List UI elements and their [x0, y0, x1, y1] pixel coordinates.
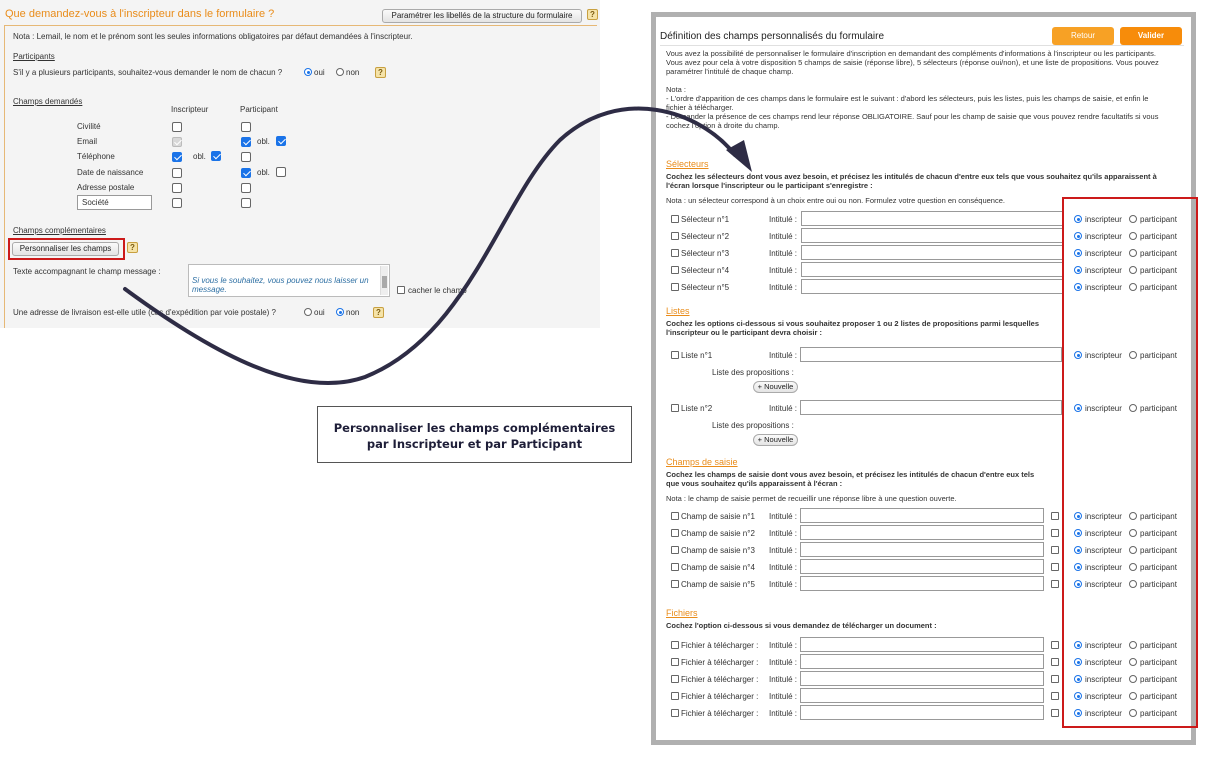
help-icon[interactable]: ? [127, 242, 138, 253]
email-participant-checkbox[interactable] [241, 137, 251, 147]
cacher-champ-label: cacher le champ [408, 286, 467, 295]
listes-heading: Listes [666, 306, 690, 316]
telephone-participant-checkbox[interactable] [241, 152, 251, 162]
selecteurs-desc: Cochez les sélecteurs dont vous avez besoin, et précisez les intitulés de chacun d'entre eux tels que vous souhaitez qu'ils apparaissent à [666, 172, 1157, 181]
fichier-3-facultatif-checkbox[interactable] [1051, 675, 1059, 683]
champ-saisie-3-intitule-input[interactable] [800, 542, 1044, 557]
champs-heading: Champs demandés [13, 97, 83, 106]
right-title: Définition des champs personnalisés du formulaire [660, 31, 885, 42]
champ-saisie-2-inscripteur-label: inscripteur [1085, 529, 1122, 538]
champ-saisie-1-checkbox[interactable] [671, 512, 679, 520]
champ-saisie-5-label: Champ de saisie n°5 [681, 580, 755, 589]
message-textarea[interactable] [188, 264, 390, 297]
champ-saisie-3-participant-label: participant [1140, 546, 1177, 555]
nota-line: - Demander la présence de ces champs rend leur réponse OBLIGATOIRE. Sauf pour les champ de saisie que vous pouvez rendre facultatifs si vous [666, 112, 1159, 121]
liste-1-participant-label: participant [1140, 351, 1177, 360]
fichier-5-participant-label: participant [1140, 709, 1177, 718]
liste-propositions-label: Liste des propositions : [712, 421, 794, 430]
champ-saisie-1-intitule-label: Intitulé : [769, 512, 798, 521]
selecteur-2-intitule-label: Intitulé : [769, 232, 798, 241]
champ-saisie-2-label: Champ de saisie n°2 [681, 529, 755, 538]
fichier-3-intitule-input[interactable] [800, 671, 1044, 686]
liste-2-checkbox[interactable] [671, 404, 679, 412]
selecteur-3-intitule-input[interactable] [801, 245, 1063, 260]
fichier-1-inscripteur-label: inscripteur [1085, 641, 1122, 650]
champ-saisie-3-inscripteur-label: inscripteur [1085, 546, 1122, 555]
champ-saisie-3-checkbox[interactable] [671, 546, 679, 554]
fichier-1-intitule-input[interactable] [800, 637, 1044, 652]
fichier-4-facultatif-checkbox[interactable] [1051, 692, 1059, 700]
obl-label: obl. [193, 152, 206, 161]
champ-saisie-4-label: Champ de saisie n°4 [681, 563, 755, 572]
liste-propositions-label: Liste des propositions : [712, 368, 794, 377]
field-label: Téléphone [77, 152, 115, 161]
fichier-2-facultatif-checkbox[interactable] [1051, 658, 1059, 666]
champ-saisie-1-label: Champ de saisie n°1 [681, 512, 755, 521]
selecteur-1-intitule-input[interactable] [801, 211, 1063, 226]
title-divider [660, 45, 1184, 46]
fichiers-heading: Fichiers [666, 608, 698, 618]
telephone-inscripteur-checkbox[interactable] [172, 152, 182, 162]
liste-1-label: Liste n°1 [681, 351, 713, 360]
saisie-heading: Champs de saisie [666, 457, 738, 467]
champ-saisie-4-intitule-label: Intitulé : [769, 563, 798, 572]
fichier-5-facultatif-checkbox[interactable] [1051, 709, 1059, 717]
email-inscripteur-checkbox [172, 137, 182, 147]
col-participant: Participant [240, 105, 278, 114]
email-obl-checkbox[interactable] [276, 136, 286, 146]
right-inner [656, 17, 1191, 740]
intro-line: Vous avez pour cela à votre disposition 5 champs de saisie (réponse libre), 5 sélecteurs (réponse oui/non), et une liste de propositions. Vous pouvez [666, 58, 1159, 67]
fichier-4-participant-label: participant [1140, 692, 1177, 701]
left-border [4, 25, 5, 328]
selecteur-3-participant-label: participant [1140, 249, 1177, 258]
selecteur-4-intitule-input[interactable] [801, 262, 1063, 277]
fichier-2-participant-label: participant [1140, 658, 1177, 667]
fichier-1-checkbox[interactable] [671, 641, 679, 649]
nota-text: Nota : Lemail, le nom et le prénom sont les seules informations obligatoires par défaut demandées à l'inscripteur. [13, 32, 413, 41]
field-label: Email [77, 137, 98, 146]
champ-saisie-1-participant-label: participant [1140, 512, 1177, 521]
col-inscripteur: Inscripteur [171, 105, 209, 114]
selecteur-3-intitule-label: Intitulé : [769, 249, 798, 258]
fichier-2-label: Fichier à télécharger : [681, 658, 759, 667]
help-icon[interactable]: ? [375, 67, 386, 78]
selecteur-5-label: Sélecteur n°5 [681, 283, 730, 292]
champ-saisie-3-facultatif-checkbox[interactable] [1051, 546, 1059, 554]
fichier-3-label: Fichier à télécharger : [681, 675, 759, 684]
naissance-inscripteur-checkbox[interactable] [172, 168, 182, 178]
selecteur-3-checkbox[interactable] [671, 249, 679, 257]
champ-saisie-1-intitule-input[interactable] [800, 508, 1044, 523]
champ-saisie-4-intitule-input[interactable] [800, 559, 1044, 574]
obl-label: obl. [257, 137, 270, 146]
fichier-5-intitule-label: Intitulé : [769, 709, 798, 718]
champ-saisie-1-facultatif-checkbox[interactable] [1051, 512, 1059, 520]
selecteur-5-participant-label: participant [1140, 283, 1177, 292]
champ-saisie-4-facultatif-checkbox[interactable] [1051, 563, 1059, 571]
champ-saisie-3-label: Champ de saisie n°3 [681, 546, 755, 555]
selecteur-4-intitule-label: Intitulé : [769, 266, 798, 275]
selecteur-4-label: Sélecteur n°4 [681, 266, 730, 275]
participants-non-label: non [346, 68, 360, 77]
selecteur-1-intitule-label: Intitulé : [769, 215, 798, 224]
field-label: Date de naissance [77, 168, 144, 177]
fichiers-desc: Cochez l'option ci-dessous si vous demandez de télécharger un document : [666, 621, 937, 630]
fichier-2-intitule-label: Intitulé : [769, 658, 798, 667]
selecteur-3-inscripteur-label: inscripteur [1085, 249, 1122, 258]
participants-non-radio[interactable] [336, 68, 344, 76]
liste-1-intitule-label: Intitulé : [769, 351, 798, 360]
nota-line: cochez l'option à droite du champ. [666, 121, 780, 130]
left-panel [0, 0, 600, 328]
liste-1-inscripteur-label: inscripteur [1085, 351, 1122, 360]
champ-saisie-5-intitule-label: Intitulé : [769, 580, 798, 589]
champ-saisie-5-intitule-input[interactable] [800, 576, 1044, 591]
selecteurs-heading: Sélecteurs [666, 159, 709, 169]
message-label: Texte accompagnant le champ message : [13, 267, 161, 276]
callout-box [317, 406, 632, 463]
livraison-non-label: non [346, 308, 360, 317]
retour-button[interactable]: Retour [1052, 27, 1114, 45]
liste-2-inscripteur-label: inscripteur [1085, 404, 1122, 413]
fichier-1-facultatif-checkbox[interactable] [1051, 641, 1059, 649]
fichier-3-checkbox[interactable] [671, 675, 679, 683]
naissance-participant-checkbox[interactable] [241, 168, 251, 178]
field-label: Adresse postale [77, 183, 135, 192]
liste-2-intitule-input[interactable] [800, 400, 1062, 415]
telephone-obl-checkbox[interactable] [211, 151, 221, 161]
message-placeholder: Si vous le souhaitez, vous pouvez nous laisser un message. [192, 276, 369, 294]
societe-inscripteur-checkbox[interactable] [172, 198, 182, 208]
champ-saisie-5-participant-label: participant [1140, 580, 1177, 589]
fichier-2-checkbox[interactable] [671, 658, 679, 666]
adresse-inscripteur-checkbox[interactable] [172, 183, 182, 193]
fichier-2-intitule-input[interactable] [800, 654, 1044, 669]
intro-line: paramétrer l'intitulé de chaque champ. [666, 67, 794, 76]
participants-question: S'il y a plusieurs participants, souhaitez-vous demander le nom de chacun ? [13, 68, 283, 77]
saisie-desc: Cochez les champs de saisie dont vous avez besoin, et précisez les intitulés de chacun d'entre eux tels [666, 470, 1035, 479]
fichier-5-label: Fichier à télécharger : [681, 709, 759, 718]
selecteur-4-inscripteur-label: inscripteur [1085, 266, 1122, 275]
intro-line: Vous avez la possibilité de personnaliser le formulaire d'inscription en demandant des compléments d'informations à l'inscripteur ou les participants. [666, 49, 1156, 58]
liste-2-label: Liste n°2 [681, 404, 713, 413]
param-labels-button[interactable]: Paramétrer les libellés de la structure du formulaire [382, 9, 582, 23]
listes-desc: l'inscripteur ou le participant devra choisir : [666, 328, 822, 337]
saisie-nota: Nota : le champ de saisie permet de recueillir une réponse libre à une question ouverte. [666, 494, 957, 503]
liste-1-intitule-input[interactable] [800, 347, 1062, 362]
fichier-4-inscripteur-label: inscripteur [1085, 692, 1122, 701]
champ-saisie-4-inscripteur-label: inscripteur [1085, 563, 1122, 572]
valider-button[interactable]: Valider [1120, 27, 1182, 45]
champ-saisie-2-intitule-input[interactable] [800, 525, 1044, 540]
liste-1-checkbox[interactable] [671, 351, 679, 359]
livraison-oui-label: oui [314, 308, 325, 317]
cacher-champ-checkbox[interactable] [397, 286, 405, 294]
selecteur-1-checkbox[interactable] [671, 215, 679, 223]
naissance-obl-checkbox[interactable] [276, 167, 286, 177]
selecteur-5-intitule-label: Intitulé : [769, 283, 798, 292]
champ-saisie-3-intitule-label: Intitulé : [769, 546, 798, 555]
selecteur-4-participant-label: participant [1140, 266, 1177, 275]
adresse-participant-checkbox[interactable] [241, 183, 251, 193]
liste-2-intitule-label: Intitulé : [769, 404, 798, 413]
nota-label: Nota : [666, 85, 687, 94]
fichier-4-checkbox[interactable] [671, 692, 679, 700]
fichier-4-intitule-input[interactable] [800, 688, 1044, 703]
selecteur-1-participant-label: participant [1140, 215, 1177, 224]
selecteur-2-label: Sélecteur n°2 [681, 232, 730, 241]
champ-saisie-2-intitule-label: Intitulé : [769, 529, 798, 538]
help-icon[interactable]: ? [587, 9, 598, 20]
selecteur-3-label: Sélecteur n°3 [681, 249, 730, 258]
fichier-1-label: Fichier à télécharger : [681, 641, 759, 650]
obl-label: obl. [257, 168, 270, 177]
selecteur-5-checkbox[interactable] [671, 283, 679, 291]
field-label: Civilité [77, 122, 101, 131]
selecteur-2-checkbox[interactable] [671, 232, 679, 240]
selecteur-5-inscripteur-label: inscripteur [1085, 283, 1122, 292]
right-panel-frame [651, 12, 1196, 745]
nota-line: fichier à télécharger. [666, 103, 734, 112]
selecteur-4-checkbox[interactable] [671, 266, 679, 274]
societe-value: Société [82, 198, 109, 207]
fichier-5-checkbox[interactable] [671, 709, 679, 717]
fichier-4-intitule-label: Intitulé : [769, 692, 798, 701]
societe-input[interactable] [77, 195, 152, 210]
callout-line2: par Inscripteur et par Participant [366, 437, 583, 451]
selecteur-2-intitule-input[interactable] [801, 228, 1063, 243]
champ-saisie-4-participant-label: participant [1140, 563, 1177, 572]
title-underline [5, 25, 597, 26]
listes-desc: Cochez les options ci-dessous si vous souhaitez proposer 1 ou 2 listes de propositions parmi lesquelles [666, 319, 1040, 328]
selecteur-2-participant-label: participant [1140, 232, 1177, 241]
fichier-5-inscripteur-label: inscripteur [1085, 709, 1122, 718]
champ-saisie-2-facultatif-checkbox[interactable] [1051, 529, 1059, 537]
livraison-oui-radio[interactable] [304, 308, 312, 316]
fichier-1-intitule-label: Intitulé : [769, 641, 798, 650]
selecteurs-nota: Nota : un sélecteur correspond à un choix entre oui ou non. Formulez votre question en conséquence. [666, 196, 1005, 205]
civilite-inscripteur-checkbox[interactable] [172, 122, 182, 132]
saisie-desc: que vous souhaitez qu'ils apparaissent à l'écran : [666, 479, 843, 488]
nouvelle-proposition-button[interactable]: + Nouvelle [753, 381, 798, 393]
callout-line1: Personnaliser les champs complémentaires [333, 421, 616, 435]
textarea-scrollbar[interactable] [380, 266, 388, 295]
selecteur-5-intitule-input[interactable] [801, 279, 1063, 294]
champ-saisie-2-checkbox[interactable] [671, 529, 679, 537]
complementaires-heading: Champs complémentaires [13, 226, 106, 235]
fichier-2-inscripteur-label: inscripteur [1085, 658, 1122, 667]
inscripteur-participant-highlight [1062, 197, 1198, 728]
fichier-4-label: Fichier à télécharger : [681, 692, 759, 701]
societe-participant-checkbox[interactable] [241, 198, 251, 208]
nota-line: - L'ordre d'apparition de ces champs dans le formulaire est le suivant : d'abord les sélecteurs, puis les listes, puis les champs de saisie, et enfin le [666, 94, 1149, 103]
participants-oui-radio[interactable] [304, 68, 312, 76]
fichier-3-intitule-label: Intitulé : [769, 675, 798, 684]
champ-saisie-1-inscripteur-label: inscripteur [1085, 512, 1122, 521]
left-title: Que demandez-vous à l'inscripteur dans le formulaire ? [5, 8, 275, 20]
participants-heading: Participants [13, 52, 55, 61]
livraison-question: Une adresse de livraison est-elle utile (cas d'expédition par voie postale) ? [13, 308, 277, 317]
fichier-3-participant-label: participant [1140, 675, 1177, 684]
champ-saisie-5-checkbox[interactable] [671, 580, 679, 588]
fichier-5-intitule-input[interactable] [800, 705, 1044, 720]
fichier-3-inscripteur-label: inscripteur [1085, 675, 1122, 684]
champ-saisie-4-checkbox[interactable] [671, 563, 679, 571]
selecteur-1-inscripteur-label: inscripteur [1085, 215, 1122, 224]
civilite-participant-checkbox[interactable] [241, 122, 251, 132]
nouvelle-proposition-button[interactable]: + Nouvelle [753, 434, 798, 446]
participants-oui-label: oui [314, 68, 325, 77]
selecteur-2-inscripteur-label: inscripteur [1085, 232, 1122, 241]
fichier-1-participant-label: participant [1140, 641, 1177, 650]
champ-saisie-2-participant-label: participant [1140, 529, 1177, 538]
selecteur-1-label: Sélecteur n°1 [681, 215, 730, 224]
selecteurs-desc: l'écran lorsque l'inscripteur ou le participant s'enregistre : [666, 181, 873, 190]
champ-saisie-5-facultatif-checkbox[interactable] [1051, 580, 1059, 588]
liste-2-participant-label: participant [1140, 404, 1177, 413]
help-icon[interactable]: ? [373, 307, 384, 318]
personnaliser-champs-button[interactable]: Personnaliser les champs [12, 242, 119, 256]
champ-saisie-5-inscripteur-label: inscripteur [1085, 580, 1122, 589]
livraison-non-radio[interactable] [336, 308, 344, 316]
